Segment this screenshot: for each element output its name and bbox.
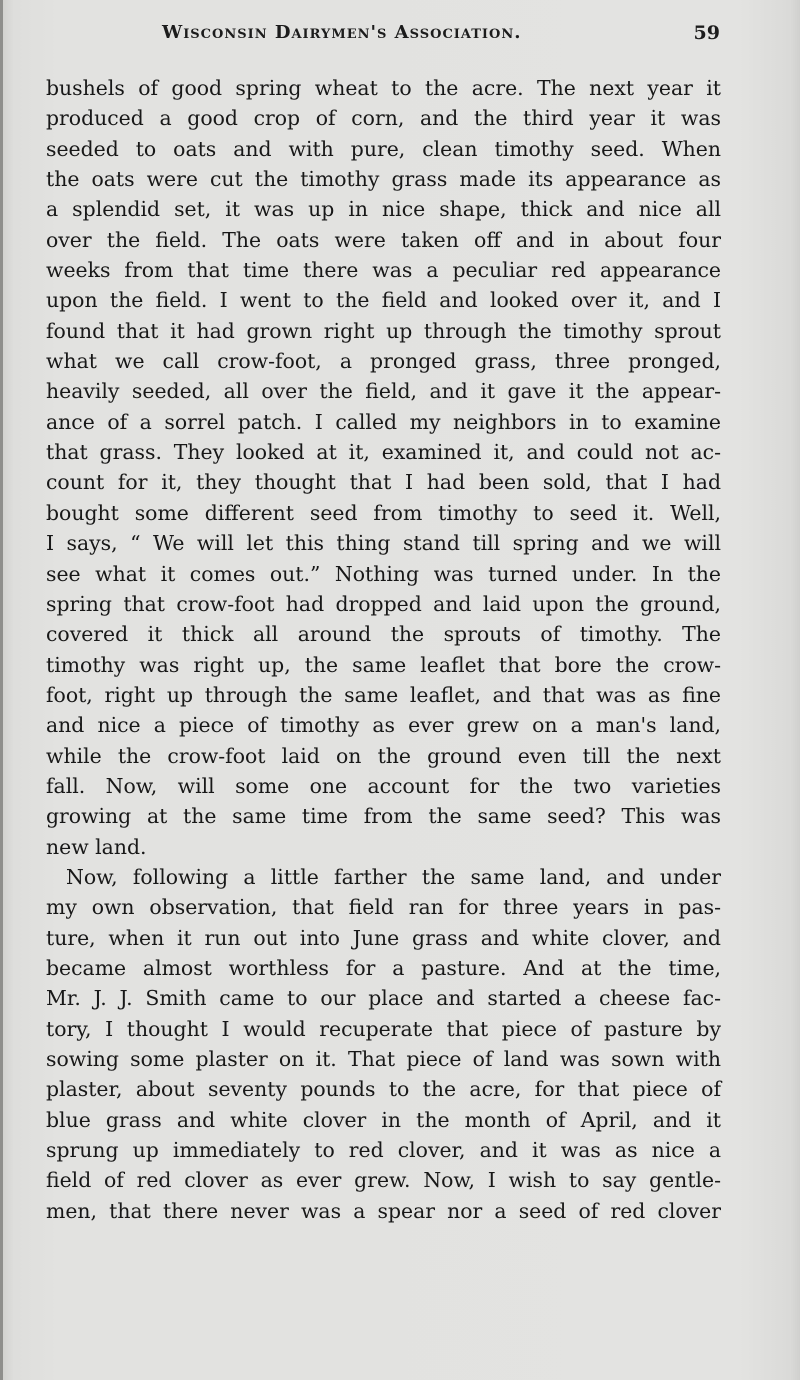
text-line: spring that crow-foot had dropped and laid upon the ground,	[46, 591, 721, 616]
paragraph	[46, 73, 721, 862]
text-line: covered it thick all around the sprouts of timothy. The	[46, 622, 721, 647]
page-edge-shadow	[0, 0, 3, 1380]
text-line: over the field. The oats were taken off and in about four	[46, 227, 721, 252]
text-line: sprung up immediately to red clover, and it was as nice a	[46, 1138, 721, 1163]
text-line: a splendid set, it was up in nice shape, thick and nice all	[46, 197, 721, 222]
text-line: the oats were cut the timothy grass made its appearance as	[46, 167, 721, 192]
text-line: foot, right up through the same leaflet, and that was as fine	[46, 682, 721, 707]
text-line: men, that there never was a spear nor a seed of red clover	[46, 1198, 721, 1223]
running-head	[40, 22, 720, 52]
text-line: plaster, about seventy pounds to the acre, for that piece of	[46, 1077, 721, 1102]
text-line: count for it, they thought that I had been sold, that I had	[46, 470, 721, 495]
text-line: bought some different seed from timothy to seed it. Well,	[46, 500, 721, 525]
text-line: produced a good crop of corn, and the third year it was	[46, 106, 721, 131]
text-line: weeks from that time there was a peculiar red appearance	[46, 258, 721, 283]
text-line: I says, “ We will let this thing stand till spring and we will	[46, 531, 721, 556]
text-line: and nice a piece of timothy as ever grew on a man's land,	[46, 713, 721, 738]
text-line: Now, following a little farther the same land, and under	[66, 864, 721, 889]
text-line: found that it had grown right up through the timothy sprout	[46, 318, 721, 343]
text-line: Mr. J. J. Smith came to our place and started a cheese fac-	[46, 986, 721, 1011]
text-line: my own observation, that field ran for three years in pas-	[46, 895, 721, 920]
text-line: growing at the same time from the same seed? This was	[46, 804, 721, 829]
text-line: upon the field. I went to the field and looked over it, and I	[46, 288, 721, 313]
text-line: that grass. They looked at it, examined it, and could not ac-	[46, 440, 721, 465]
text-line: blue grass and white clover in the month of April, and it	[46, 1107, 721, 1132]
text-line: timothy was right up, the same leaflet that bore the crow-	[46, 652, 721, 677]
text-line: seeded to oats and with pure, clean timothy seed. When	[46, 136, 721, 161]
text-line: new land.	[46, 834, 147, 859]
text-line: ture, when it run out into June grass and white clover, and	[46, 925, 721, 950]
text-line: ance of a sorrel patch. I called my neighbors in to examine	[46, 409, 721, 434]
body-text	[46, 73, 721, 1226]
text-line: field of red clover as ever grew. Now, I wish to say gentle-	[46, 1168, 721, 1193]
text-line: became almost worthless for a pasture. And at the time,	[46, 955, 721, 980]
paragraph	[46, 862, 721, 1226]
running-title: Wisconsin Dairymen's Association.	[162, 22, 522, 43]
text-line: tory, I thought I would recuperate that piece of pasture by	[46, 1016, 721, 1041]
text-line: heavily seeded, all over the field, and it gave it the appear-	[46, 379, 721, 404]
text-line: what we call crow-foot, a pronged grass, three pronged,	[46, 349, 721, 374]
text-line: see what it comes out.” Nothing was turned under. In the	[46, 561, 721, 586]
text-line: bushels of good spring wheat to the acre. The next year it	[46, 76, 721, 100]
text-line: fall. Now, will some one account for the two varieties	[46, 773, 721, 798]
text-line: sowing some plaster on it. That piece of land was sown with	[46, 1047, 721, 1071]
text-line: while the crow-foot laid on the ground even till the next	[46, 743, 721, 768]
page-number: 59	[693, 22, 720, 44]
